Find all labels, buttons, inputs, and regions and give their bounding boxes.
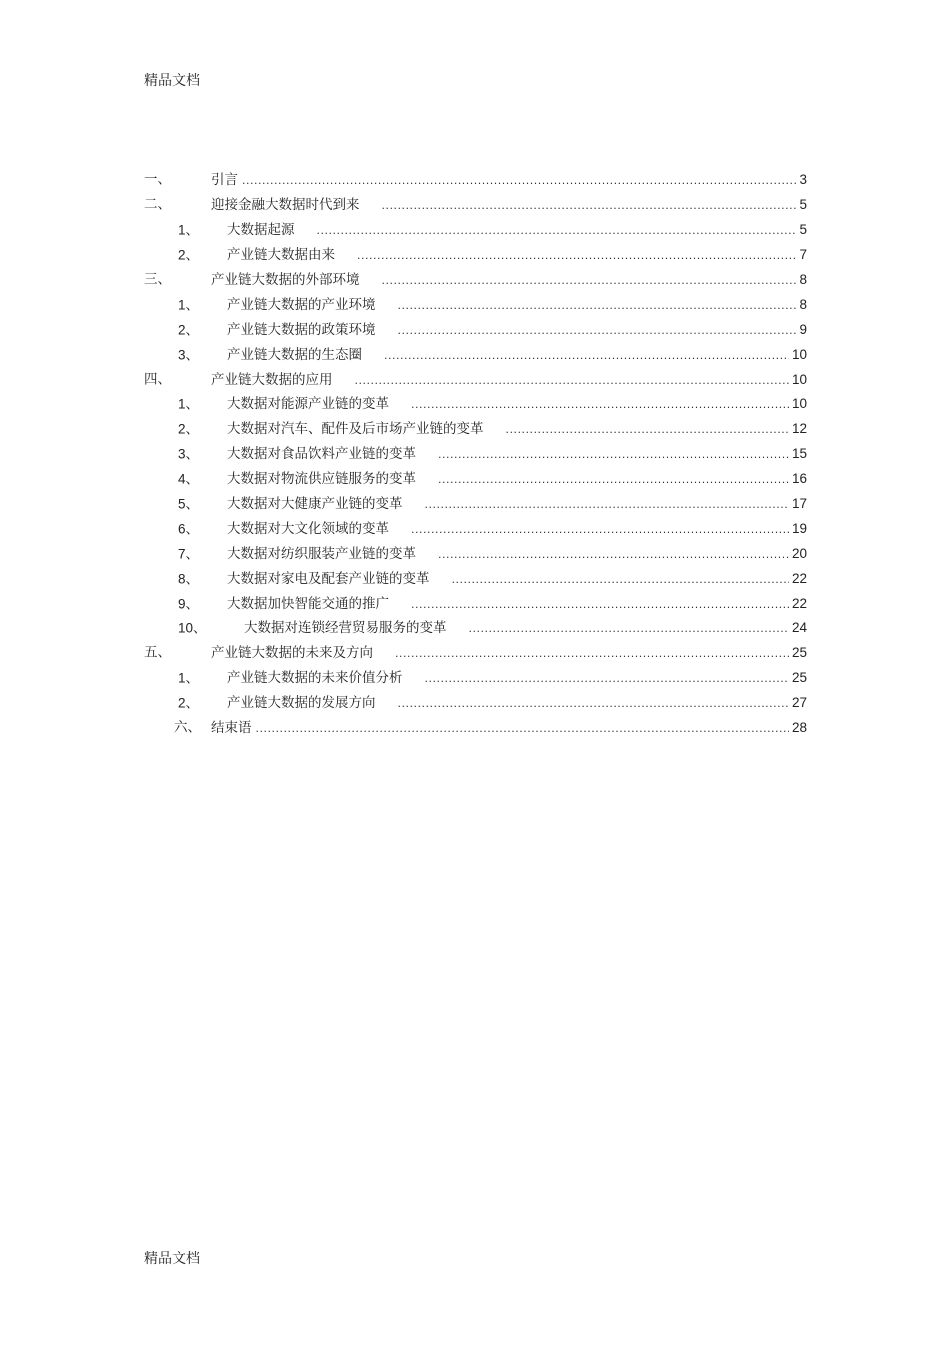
toc-entry-number: 6、 (178, 521, 200, 537)
toc-entry-title: 产业链大数据的发展方向 (227, 694, 376, 711)
page-footer: 精品文档 (144, 1251, 200, 1267)
toc-entry-title: 大数据对大健康产业链的变革 (227, 495, 403, 512)
toc-entry-number: 1、 (178, 396, 200, 412)
toc-entry[interactable] (144, 218, 807, 243)
toc-entry-body (211, 273, 807, 288)
toc-entry-number: 4、 (178, 471, 200, 487)
toc-entry-body (211, 173, 807, 188)
toc-leader-dots (256, 723, 789, 734)
toc-entry-number: 四、 (144, 370, 171, 387)
toc-leader-dots (469, 623, 789, 634)
toc-entry-number: 2、 (178, 322, 200, 338)
toc-leader-dots (438, 449, 789, 460)
toc-entry-body (227, 472, 807, 487)
toc-entry-page: 20 (791, 545, 807, 561)
toc-entry-body (227, 298, 807, 313)
toc-entry-body (227, 347, 807, 362)
toc-entry-body (227, 497, 807, 512)
toc-leader-dots (452, 573, 789, 584)
toc-entry-body (211, 372, 807, 387)
toc-leader-dots (398, 698, 789, 709)
toc-entry-page: 22 (791, 595, 807, 611)
toc-entry-body (227, 671, 807, 686)
toc-entry-page: 9 (799, 321, 807, 337)
toc-entry[interactable] (144, 392, 807, 417)
toc-entry-body (227, 248, 807, 263)
toc-leader-dots (384, 349, 789, 360)
toc-entry-title: 产业链大数据的产业环境 (227, 296, 376, 313)
toc-entry-page: 10 (791, 346, 807, 362)
toc-leader-dots (355, 374, 789, 385)
toc-entry-title: 大数据对家电及配套产业链的变革 (227, 570, 430, 587)
toc-entry[interactable] (144, 716, 807, 741)
toc-entry-page: 12 (791, 421, 807, 437)
toc-entry-number: 六、 (174, 719, 201, 736)
toc-entry-title: 产业链大数据的未来及方向 (211, 645, 373, 662)
toc-leader-dots (411, 598, 789, 609)
toc-leader-dots (411, 399, 789, 410)
toc-entry-title: 迎接金融大数据时代到来 (211, 197, 360, 214)
toc-entry-title: 大数据对纺织服装产业链的变革 (227, 545, 416, 562)
toc-entry-body (211, 721, 807, 736)
toc-leader-dots (382, 200, 797, 211)
toc-entry-page: 3 (799, 172, 807, 188)
toc-entry-title: 产业链大数据的未来价值分析 (227, 670, 403, 686)
toc-entry-title: 大数据起源 (227, 221, 295, 238)
toc-entry-number: 五、 (144, 644, 171, 661)
toc-entry[interactable] (144, 367, 807, 392)
toc-entry-title: 大数据对汽车、配件及后市场产业链的变革 (227, 421, 484, 438)
toc-entry-body (227, 422, 807, 437)
toc-entry-title: 引言 (211, 172, 238, 189)
toc-entry-number: 9、 (178, 595, 200, 611)
toc-entry-number: 二、 (144, 196, 171, 213)
toc-entry-body (227, 547, 807, 562)
toc-leader-dots (411, 524, 789, 535)
toc-entry-title: 产业链大数据的应用 (211, 371, 333, 388)
toc-entry[interactable] (144, 616, 807, 641)
toc-entry-body (227, 522, 807, 537)
toc-leader-dots (382, 275, 797, 286)
toc-entry[interactable] (144, 516, 807, 541)
toc-entry-page: 17 (791, 495, 807, 511)
toc-entry-body (211, 198, 807, 213)
toc-entry[interactable] (144, 342, 807, 367)
toc-entry-body (244, 621, 807, 636)
toc-entry[interactable] (144, 292, 807, 317)
toc-entry-body (227, 696, 807, 711)
toc-leader-dots (425, 673, 789, 684)
toc-entry-title: 产业链大数据的外部环境 (211, 271, 360, 288)
toc-entry[interactable] (144, 591, 807, 616)
toc-entry-number: 一、 (144, 171, 171, 188)
toc-entry-number: 2、 (178, 695, 200, 711)
toc-entry-page: 10 (791, 371, 807, 387)
toc-leader-dots (506, 424, 789, 435)
toc-entry[interactable] (144, 193, 807, 218)
toc-entry-body (227, 571, 807, 586)
toc-entry-page: 7 (799, 246, 807, 262)
toc-entry-number: 1、 (178, 670, 200, 686)
toc-entry-body (227, 223, 807, 238)
toc-entry-body (227, 596, 807, 611)
toc-entry-page: 8 (799, 296, 807, 312)
toc-entry[interactable] (144, 492, 807, 517)
toc-entry[interactable] (144, 566, 807, 591)
toc-entry-title: 大数据对食品饮料产业链的变革 (227, 445, 416, 462)
toc-entry-number: 1、 (178, 297, 200, 313)
toc-entry-page: 28 (791, 719, 807, 735)
toc-entry[interactable] (144, 691, 807, 716)
toc-entry-title: 产业链大数据的生态圈 (227, 346, 362, 363)
toc-entry-title: 大数据对大文化领域的变革 (227, 520, 389, 537)
toc-entry[interactable] (144, 442, 807, 467)
toc-entry-page: 8 (799, 271, 807, 287)
toc-leader-dots (242, 175, 796, 186)
table-of-contents (144, 168, 807, 740)
page-header: 精品文档 (144, 73, 200, 89)
toc-leader-dots (438, 549, 789, 560)
toc-entry-number: 3、 (178, 446, 200, 462)
toc-leader-dots (398, 300, 797, 311)
toc-entry-page: 5 (799, 221, 807, 237)
toc-entry[interactable] (144, 417, 807, 442)
toc-entry-title: 大数据对能源产业链的变革 (227, 396, 389, 413)
toc-entry-title: 大数据加快智能交通的推广 (227, 595, 389, 612)
toc-entry-page: 22 (791, 570, 807, 586)
toc-entry-page: 24 (791, 620, 807, 636)
toc-entry-page: 25 (791, 645, 807, 661)
toc-entry-page: 25 (791, 670, 807, 685)
toc-entry-title: 产业链大数据的政策环境 (227, 321, 376, 338)
toc-entry[interactable] (144, 268, 807, 293)
toc-entry[interactable] (144, 666, 807, 691)
toc-entry-body (227, 397, 807, 412)
toc-entry-title: 产业链大数据由来 (227, 246, 335, 263)
toc-leader-dots (425, 499, 789, 510)
toc-leader-dots (438, 474, 789, 485)
toc-entry-body (227, 447, 807, 462)
toc-entry-number: 3、 (178, 346, 200, 362)
toc-leader-dots (317, 225, 797, 236)
toc-entry-number: 7、 (178, 546, 200, 562)
toc-entry-number: 2、 (178, 421, 200, 437)
toc-leader-dots (395, 648, 789, 659)
toc-entry[interactable] (144, 467, 807, 492)
toc-entry-page: 5 (799, 197, 807, 213)
toc-entry-page: 27 (791, 694, 807, 710)
toc-entry[interactable] (144, 541, 807, 566)
toc-entry-number: 10、 (178, 620, 207, 636)
toc-entry-title: 大数据对物流供应链服务的变革 (227, 470, 416, 487)
toc-entry-page: 19 (791, 520, 807, 536)
toc-entry[interactable] (144, 168, 807, 193)
toc-entry-body (211, 646, 807, 661)
toc-entry-number: 5、 (178, 496, 200, 512)
toc-leader-dots (357, 250, 796, 261)
toc-entry-page: 10 (791, 396, 807, 412)
toc-entry-number: 8、 (178, 570, 200, 586)
toc-entry-number: 2、 (178, 247, 200, 263)
toc-entry-page: 15 (791, 445, 807, 461)
toc-entry[interactable] (144, 641, 807, 666)
toc-entry[interactable] (144, 317, 807, 342)
toc-leader-dots (398, 325, 797, 336)
toc-entry-title: 结束语 (211, 719, 252, 736)
toc-entry[interactable] (144, 243, 807, 268)
toc-entry-number: 1、 (178, 222, 200, 238)
toc-entry-page: 16 (791, 470, 807, 486)
toc-entry-number: 三、 (144, 271, 171, 288)
toc-entry-title: 大数据对连锁经营贸易服务的变革 (244, 620, 447, 637)
toc-entry-body (227, 323, 807, 338)
